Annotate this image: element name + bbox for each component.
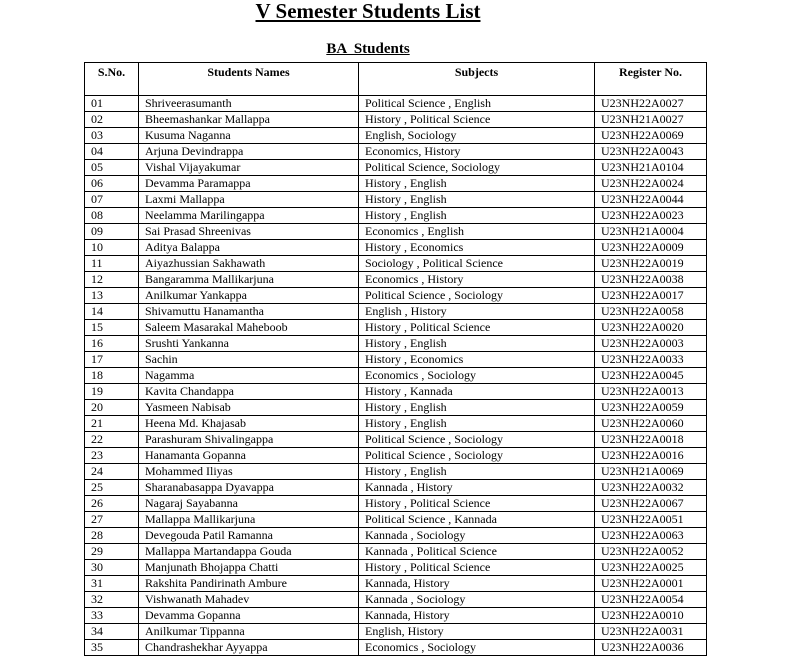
serial-number-cell: 16 [85,336,139,352]
student-name-cell: Bangaramma Mallikarjuna [139,272,359,288]
table-row [85,640,707,656]
register-number-cell: U23NH22A0003 [595,336,707,352]
table-row [85,496,707,512]
subjects-cell: History , Political Science [359,560,595,576]
register-number-cell: U23NH22A0013 [595,384,707,400]
student-name-cell: Srushti Yankanna [139,336,359,352]
table-row [85,304,707,320]
register-number-cell: U23NH21A0069 [595,464,707,480]
serial-number-cell: 05 [85,160,139,176]
student-name-cell: Hanamanta Gopanna [139,448,359,464]
serial-number-cell: 28 [85,528,139,544]
subjects-cell: History , English [359,464,595,480]
serial-number-cell: 18 [85,368,139,384]
serial-number-cell: 08 [85,208,139,224]
register-number-cell: U23NH21A0104 [595,160,707,176]
register-number-cell: U23NH22A0054 [595,592,707,608]
serial-number-cell: 19 [85,384,139,400]
table-row [85,272,707,288]
serial-number-cell: 29 [85,544,139,560]
serial-number-cell: 11 [85,256,139,272]
register-number-cell: U23NH22A0017 [595,288,707,304]
register-number-cell: U23NH22A0027 [595,96,707,112]
table-row [85,448,707,464]
student-name-cell: Devegouda Patil Ramanna [139,528,359,544]
student-name-cell: Chandrashekhar Ayyappa [139,640,359,656]
subjects-cell: Political Science , Sociology [359,288,595,304]
serial-number-cell: 22 [85,432,139,448]
register-number-cell: U23NH22A0067 [595,496,707,512]
student-name-cell: Vishwanath Mahadev [139,592,359,608]
serial-number-cell: 14 [85,304,139,320]
register-number-cell: U23NH22A0036 [595,640,707,656]
table-row [85,320,707,336]
table-row [85,560,707,576]
serial-number-cell: 20 [85,400,139,416]
student-name-cell: Parashuram Shivalingappa [139,432,359,448]
serial-number-cell: 10 [85,240,139,256]
subjects-cell: History , Economics [359,240,595,256]
subjects-cell: History , English [359,208,595,224]
subjects-cell: History , English [359,336,595,352]
table-row [85,624,707,640]
page-title: V Semester Students List [255,0,481,23]
serial-number-cell: 31 [85,576,139,592]
serial-number-cell: 33 [85,608,139,624]
subjects-cell: Political Science , Sociology [359,448,595,464]
register-number-cell: U23NH22A0019 [595,256,707,272]
register-number-cell: U23NH22A0069 [595,128,707,144]
subjects-cell: Kannada , Sociology [359,528,595,544]
subjects-cell: Kannada , Political Science [359,544,595,560]
student-name-cell: Sai Prasad Shreenivas [139,224,359,240]
header-register-number: Register No. [595,63,707,96]
table-row [85,400,707,416]
table-row [85,544,707,560]
table-row [85,608,707,624]
subjects-cell: Political Science, Sociology [359,160,595,176]
serial-number-cell: 23 [85,448,139,464]
register-number-cell: U23NH22A0060 [595,416,707,432]
serial-number-cell: 21 [85,416,139,432]
serial-number-cell: 06 [85,176,139,192]
table-row [85,128,707,144]
subjects-cell: Sociology , Political Science [359,256,595,272]
subjects-cell: Political Science , Kannada [359,512,595,528]
subjects-cell: English, Sociology [359,128,595,144]
table-header-row [85,63,707,96]
serial-number-cell: 24 [85,464,139,480]
register-number-cell: U23NH22A0025 [595,560,707,576]
register-number-cell: U23NH22A0038 [595,272,707,288]
register-number-cell: U23NH22A0045 [595,368,707,384]
student-name-cell: Manjunath Bhojappa Chatti [139,560,359,576]
subjects-cell: History , Political Science [359,320,595,336]
table-row [85,224,707,240]
serial-number-cell: 30 [85,560,139,576]
subjects-cell: Economics , English [359,224,595,240]
table-row [85,288,707,304]
serial-number-cell: 26 [85,496,139,512]
table-row [85,96,707,112]
subjects-cell: History , English [359,416,595,432]
student-name-cell: Sharanabasappa Dyavappa [139,480,359,496]
serial-number-cell: 12 [85,272,139,288]
register-number-cell: U23NH22A0020 [595,320,707,336]
subjects-cell: Kannada, History [359,608,595,624]
subjects-cell: Kannada, History [359,576,595,592]
subjects-cell: History , English [359,400,595,416]
table-row [85,208,707,224]
student-name-cell: Aiyazhussian Sakhawath [139,256,359,272]
table-row [85,160,707,176]
register-number-cell: U23NH22A0044 [595,192,707,208]
student-name-cell: Sachin [139,352,359,368]
serial-number-cell: 07 [85,192,139,208]
student-name-cell: Vishal Vijayakumar [139,160,359,176]
register-number-cell: U23NH22A0059 [595,400,707,416]
register-number-cell: U23NH22A0016 [595,448,707,464]
table-row [85,464,707,480]
register-number-cell: U23NH22A0063 [595,528,707,544]
serial-number-cell: 04 [85,144,139,160]
student-name-cell: Rakshita Pandirinath Ambure [139,576,359,592]
subjects-cell: English, History [359,624,595,640]
table-row [85,416,707,432]
serial-number-cell: 34 [85,624,139,640]
serial-number-cell: 27 [85,512,139,528]
section-title: BA Students [326,41,410,57]
subjects-cell: English , History [359,304,595,320]
subjects-cell: History , Political Science [359,112,595,128]
subjects-cell: Political Science , English [359,96,595,112]
subjects-cell: Kannada , History [359,480,595,496]
register-number-cell: U23NH22A0009 [595,240,707,256]
students-table [84,62,707,656]
serial-number-cell: 17 [85,352,139,368]
student-name-cell: Devamma Paramappa [139,176,359,192]
register-number-cell: U23NH22A0010 [595,608,707,624]
register-number-cell: U23NH22A0032 [595,480,707,496]
subjects-cell: History , Economics [359,352,595,368]
register-number-cell: U23NH22A0018 [595,432,707,448]
table-row [85,528,707,544]
serial-number-cell: 02 [85,112,139,128]
register-number-cell: U23NH22A0033 [595,352,707,368]
student-name-cell: Yasmeen Nabisab [139,400,359,416]
header-student-name: Students Names [139,63,359,96]
student-name-cell: Nagamma [139,368,359,384]
student-name-cell: Mallappa Martandappa Gouda [139,544,359,560]
student-name-cell: Heena Md. Khajasab [139,416,359,432]
table-row [85,192,707,208]
header-serial-number: S.No. [85,63,139,96]
serial-number-cell: 13 [85,288,139,304]
serial-number-cell: 15 [85,320,139,336]
register-number-cell: U23NH21A0027 [595,112,707,128]
table-row [85,512,707,528]
subjects-cell: History , English [359,176,595,192]
student-name-cell: Kavita Chandappa [139,384,359,400]
register-number-cell: U23NH22A0058 [595,304,707,320]
serial-number-cell: 01 [85,96,139,112]
header-subjects: Subjects [359,63,595,96]
student-name-cell: Saleem Masarakal Maheboob [139,320,359,336]
subjects-cell: Political Science , Sociology [359,432,595,448]
student-name-cell: Arjuna Devindrappa [139,144,359,160]
table-row [85,352,707,368]
student-name-cell: Mohammed Iliyas [139,464,359,480]
table-row [85,480,707,496]
register-number-cell: U23NH22A0051 [595,512,707,528]
register-number-cell: U23NH21A0004 [595,224,707,240]
student-name-cell: Laxmi Mallappa [139,192,359,208]
subjects-cell: Kannada , Sociology [359,592,595,608]
student-name-cell: Kusuma Naganna [139,128,359,144]
student-name-cell: Shivamuttu Hanamantha [139,304,359,320]
table-row [85,576,707,592]
table-row [85,144,707,160]
table-row [85,112,707,128]
register-number-cell: U23NH22A0043 [595,144,707,160]
serial-number-cell: 25 [85,480,139,496]
table-row [85,256,707,272]
student-name-cell: Neelamma Marilingappa [139,208,359,224]
register-number-cell: U23NH22A0001 [595,576,707,592]
table-row [85,368,707,384]
table-row [85,592,707,608]
table-body [85,96,707,656]
serial-number-cell: 03 [85,128,139,144]
student-name-cell: Bheemashankar Mallappa [139,112,359,128]
subjects-cell: History , Political Science [359,496,595,512]
register-number-cell: U23NH22A0024 [595,176,707,192]
table-row [85,432,707,448]
subjects-cell: Economics , Sociology [359,368,595,384]
student-name-cell: Shriveerasumanth [139,96,359,112]
register-number-cell: U23NH22A0031 [595,624,707,640]
subjects-cell: History , English [359,192,595,208]
table-row [85,176,707,192]
subjects-cell: Economics , Sociology [359,640,595,656]
student-name-cell: Anilkumar Tippanna [139,624,359,640]
register-number-cell: U23NH22A0052 [595,544,707,560]
subjects-cell: Economics , History [359,272,595,288]
serial-number-cell: 09 [85,224,139,240]
subjects-cell: History , Kannada [359,384,595,400]
table-row [85,336,707,352]
table-row [85,384,707,400]
table-row [85,240,707,256]
serial-number-cell: 32 [85,592,139,608]
serial-number-cell: 35 [85,640,139,656]
student-name-cell: Aditya Balappa [139,240,359,256]
student-name-cell: Anilkumar Yankappa [139,288,359,304]
subjects-cell: Economics, History [359,144,595,160]
register-number-cell: U23NH22A0023 [595,208,707,224]
student-name-cell: Nagaraj Sayabanna [139,496,359,512]
student-name-cell: Devamma Gopanna [139,608,359,624]
student-name-cell: Mallappa Mallikarjuna [139,512,359,528]
